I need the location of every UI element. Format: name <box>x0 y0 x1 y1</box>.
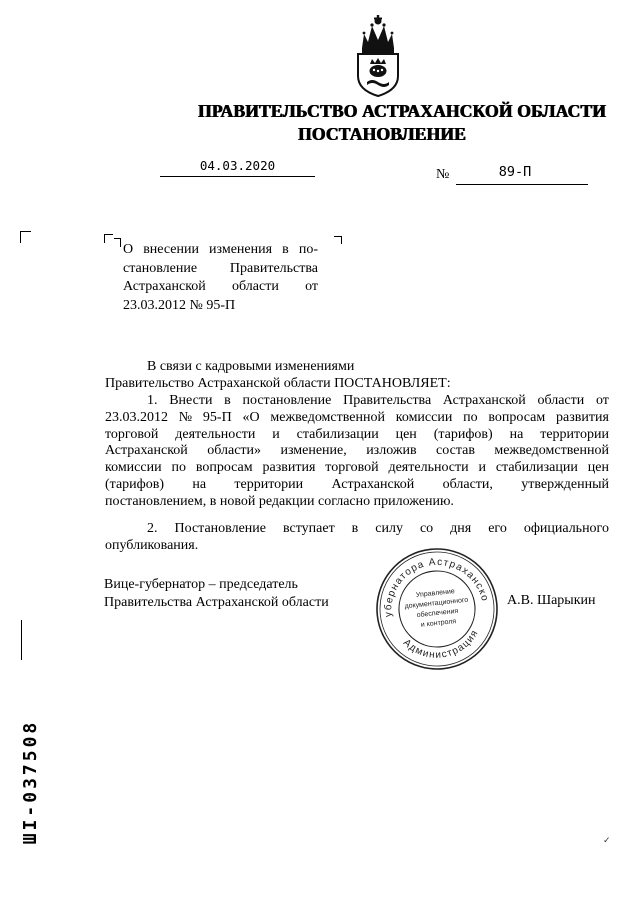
date-underline <box>160 176 315 177</box>
justified-line <box>105 410 609 427</box>
subject-block <box>123 241 318 315</box>
word: межведомственной <box>494 443 609 459</box>
word: в <box>224 393 231 408</box>
word: по <box>463 409 478 425</box>
corner-mark <box>114 238 121 247</box>
document-date: 04.03.2020 <box>199 158 276 173</box>
word: торговой <box>325 460 379 476</box>
word: № <box>178 409 193 425</box>
word: дня <box>450 521 472 536</box>
word: Внести <box>169 393 213 408</box>
word: изменение, <box>280 443 347 459</box>
word: развития <box>262 460 316 476</box>
word: на <box>509 426 524 442</box>
word: постановление <box>242 393 332 408</box>
word: комиссии <box>395 409 453 425</box>
word: межведомственной <box>270 409 385 425</box>
word: развития <box>556 409 609 425</box>
document-number: 89-П <box>498 164 532 180</box>
coat-of-arms-icon <box>350 12 406 98</box>
signer-position <box>104 576 329 611</box>
paragraph-last-line: постановлением, в новой редакции согласно приложению. <box>105 493 454 509</box>
word: области» <box>207 443 262 459</box>
intro-line: В связи с кадровыми изменениями <box>147 359 355 374</box>
paragraph-1 <box>105 393 609 511</box>
official-seal <box>366 543 501 673</box>
subject-line: 23.03.2012 № 95-П <box>123 297 236 313</box>
word: «О <box>242 409 260 425</box>
seal-center-line: документационного <box>404 596 469 611</box>
justified-line <box>105 460 609 477</box>
word: состав <box>436 443 475 459</box>
margin-mark <box>21 620 22 660</box>
margin-serial-code: ШI-037508 <box>20 719 41 845</box>
subject-line: О внесении изменения в по- <box>123 242 318 257</box>
word: Правительства <box>343 393 432 408</box>
word: территории <box>540 426 609 442</box>
scan-speck: ✓ <box>603 835 611 845</box>
word: вступает <box>282 521 335 536</box>
word: деятельности <box>388 460 469 476</box>
seal-top-text: Губернатора Астраханской <box>366 543 491 618</box>
word: деятельности <box>175 426 256 442</box>
document-type-title: ПОСТАНОВЛЕНИЕ <box>298 124 466 144</box>
paragraph-last-line: опубликования. <box>105 537 199 553</box>
paragraph-2 <box>105 521 609 555</box>
number-sign: № <box>436 167 450 182</box>
word: области, <box>442 476 493 492</box>
word: торговой <box>105 426 159 442</box>
subject-line: становление Правительства <box>123 260 318 276</box>
word: стабилизации <box>495 460 578 476</box>
signer-position-line: Правительства Астраханской области <box>104 594 329 610</box>
word: в <box>351 521 359 536</box>
justified-line <box>105 477 609 494</box>
word: утвержденный <box>521 476 609 492</box>
justified-line <box>105 443 609 460</box>
word: и <box>478 460 486 476</box>
word: комиссии <box>105 460 162 476</box>
word: на <box>192 476 207 492</box>
word: вопросам <box>195 460 253 476</box>
word: цен <box>395 426 417 442</box>
word: его <box>488 521 507 536</box>
number-underline <box>456 184 588 185</box>
word: Постановление <box>174 521 266 536</box>
seal-center-line: Управление <box>415 588 456 600</box>
signer-name: А.В. Шарыкин <box>507 593 596 608</box>
word: цен <box>587 460 609 476</box>
word: вопросам <box>488 409 546 425</box>
seal-center-line: обеспечения <box>416 607 459 620</box>
word: официального <box>523 521 609 536</box>
justified-line <box>105 427 609 444</box>
corner-mark <box>334 236 342 244</box>
word: 95-П <box>202 409 232 425</box>
word: Астраханской <box>105 443 188 459</box>
word: области <box>537 393 585 408</box>
justified-line <box>105 521 609 538</box>
seal-bottom-text: Администрация <box>400 627 481 661</box>
intro-line: Правительство Астраханской области ПОСТАНОВЛЯЕТ: <box>105 376 451 391</box>
word: (тарифов) <box>433 426 493 442</box>
subject-line: Астраханской области от <box>123 279 318 295</box>
word: Астраханской <box>331 476 415 492</box>
organization-name: ПРАВИТЕЛЬСТВО АСТРАХАНСКОЙ ОБЛАСТИ <box>197 101 607 121</box>
word: изложив <box>366 443 417 459</box>
word: по <box>171 460 186 476</box>
word: со <box>419 521 434 536</box>
corner-mark <box>104 234 113 243</box>
word: Астраханской <box>442 393 526 408</box>
word: от <box>595 393 609 408</box>
signer-position-line: Вице-губернатор – председатель <box>104 577 298 592</box>
word: 1. <box>147 393 158 408</box>
justified-line <box>105 393 609 410</box>
corner-mark <box>20 231 31 243</box>
word: (тарифов) <box>105 476 165 492</box>
word: территории <box>234 476 304 492</box>
word: 2. <box>147 521 158 536</box>
word: стабилизации <box>296 426 379 442</box>
seal-center-line: и контроля <box>420 618 457 629</box>
word: и <box>272 426 280 442</box>
word: силу <box>375 521 403 536</box>
word: 23.03.2012 <box>105 409 168 425</box>
